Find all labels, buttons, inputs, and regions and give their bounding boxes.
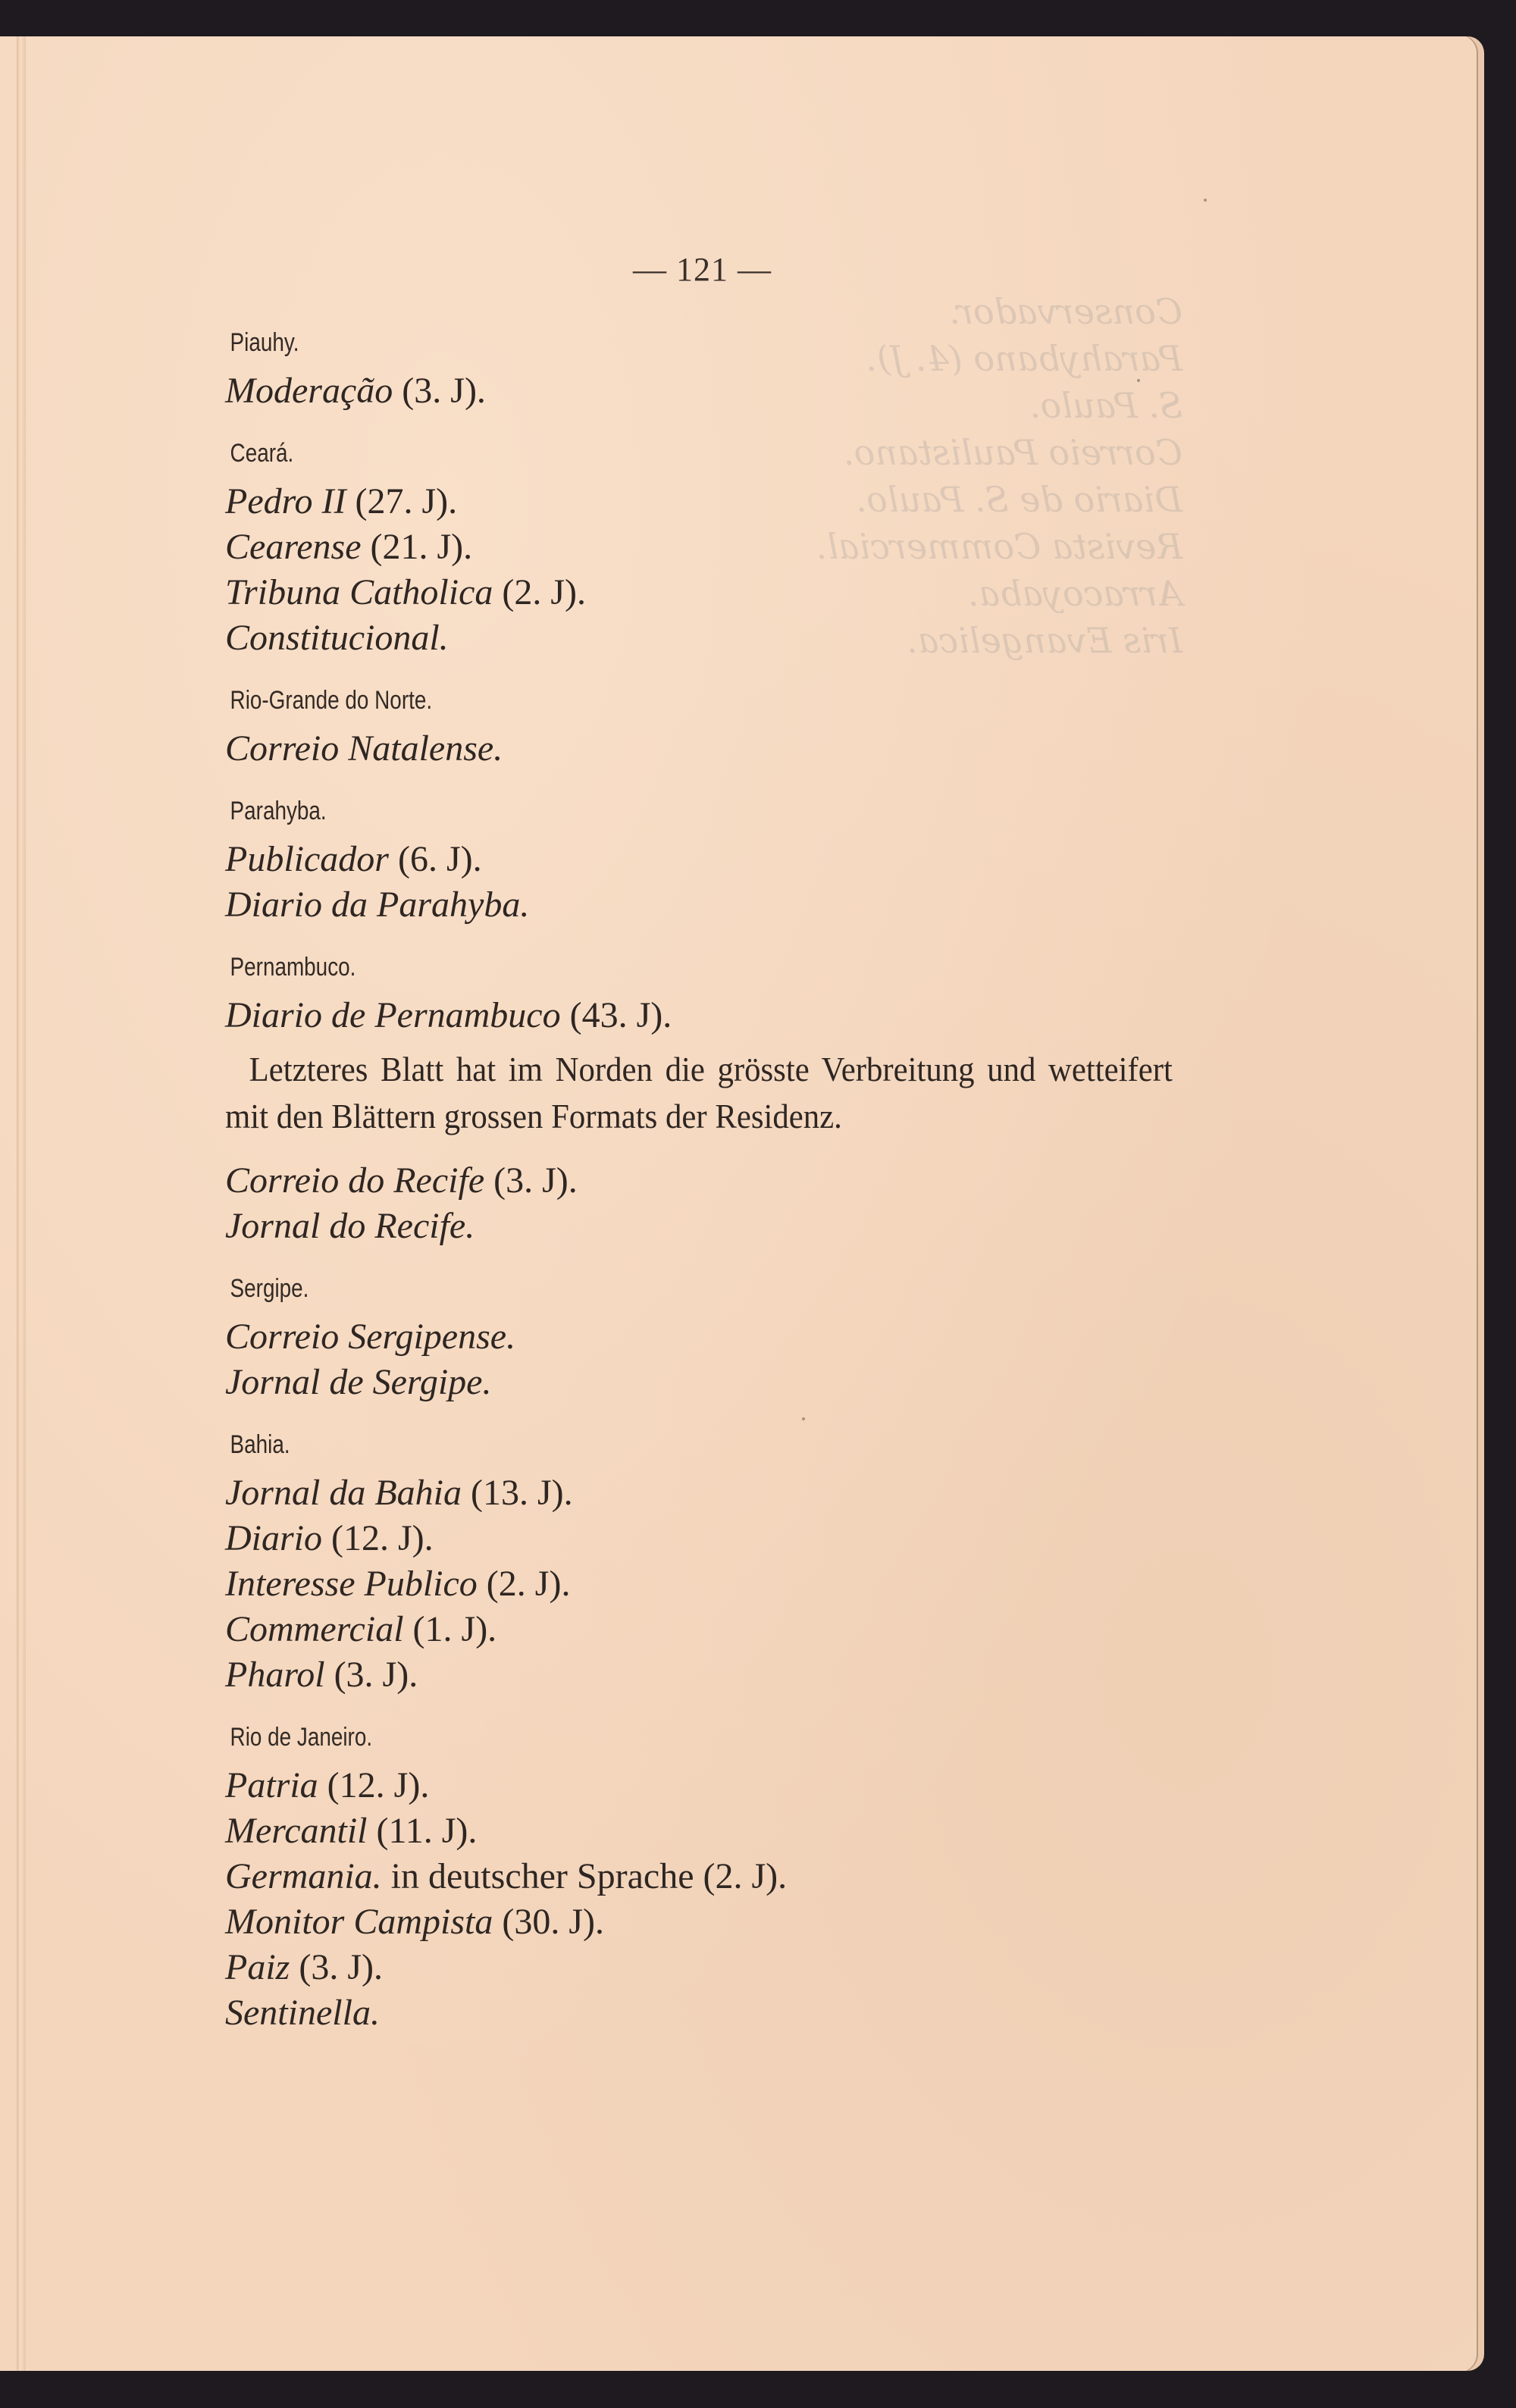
newspaper-entry — [225, 1652, 1173, 1698]
newspaper-title: Correio Natalense. — [225, 728, 503, 769]
paper-speck — [1137, 379, 1140, 382]
newspaper-entry — [225, 1854, 1173, 1899]
state-heading: Pernambuco. — [230, 953, 356, 982]
newspaper-title: Jornal de Sergipe. — [225, 1362, 492, 1402]
bleed-through-line: Arracoyaba. — [968, 573, 1182, 614]
state-heading: Rio-Grande do Norte. — [230, 686, 433, 715]
newspaper-frequency: (43. J). — [560, 995, 672, 1035]
state-section — [225, 952, 1173, 1249]
newspaper-title: Diario — [225, 1518, 323, 1558]
newspaper-title: Commercial — [225, 1609, 404, 1649]
newspaper-frequency: (12. J). — [318, 1765, 430, 1805]
newspaper-title: Moderação — [225, 371, 393, 411]
newspaper-title: Jornal do Recife. — [225, 1206, 475, 1246]
newspaper-entry — [225, 1990, 1173, 2036]
newspaper-entry — [225, 726, 1173, 772]
bleed-through-line: Revista Commercial. — [816, 526, 1182, 567]
bleed-through-line: S. Paulo. — [1029, 385, 1182, 426]
state-heading: Rio de Janeiro. — [230, 1723, 373, 1752]
bleed-through-line: Correio Paulistano. — [843, 432, 1182, 473]
newspaper-entry — [225, 837, 1173, 882]
newspaper-entry — [225, 1808, 1173, 1854]
state-heading: Parahyba. — [230, 797, 327, 825]
page-number: — 121 — — [633, 251, 772, 288]
state-section — [225, 438, 1173, 661]
newspaper-title: Publicador — [225, 839, 389, 879]
state-heading: Bahia. — [230, 1430, 290, 1459]
newspaper-title: Tribuna Catholica — [225, 572, 493, 612]
newspaper-frequency: (3. J). — [484, 1160, 578, 1201]
newspaper-frequency: (1. J). — [403, 1609, 497, 1649]
newspaper-title: Correio do Recife — [225, 1160, 485, 1201]
bleed-through-line: Diario de S. Paulo. — [856, 479, 1182, 520]
page-gutter-fold — [17, 36, 26, 2371]
newspaper-title: Correio Sergipense. — [225, 1317, 516, 1357]
newspaper-title: Patria — [225, 1765, 318, 1805]
bleed-through-line: Conservador. — [949, 291, 1182, 332]
newspaper-entry — [225, 1516, 1173, 1561]
newspaper-frequency: (3. J). — [393, 371, 486, 411]
paper-speck — [1204, 199, 1207, 202]
newspaper-entry — [225, 368, 1173, 414]
newspaper-frequency: (30. J). — [493, 1902, 605, 1942]
newspaper-title: Monitor Campista — [225, 1902, 493, 1942]
newspaper-entry — [225, 1763, 1173, 1808]
state-section — [225, 1429, 1173, 1698]
newspaper-title: Pharol — [225, 1655, 325, 1695]
newspaper-title: Pedro II — [225, 481, 346, 521]
newspaper-frequency: (2. J). — [493, 572, 587, 612]
newspaper-frequency: in deutscher Sprache (2. J). — [381, 1856, 788, 1896]
newspaper-frequency: (11. J). — [367, 1811, 478, 1851]
newspaper-frequency: (6. J). — [388, 839, 482, 879]
newspaper-entry — [225, 1899, 1173, 1945]
newspaper-frequency: (3. J). — [290, 1947, 383, 1987]
state-section — [225, 1722, 1173, 2036]
newspaper-entry — [225, 1945, 1173, 1990]
state-section — [225, 685, 1173, 772]
newspaper-frequency: (27. J). — [346, 481, 458, 521]
newspaper-title: Mercantil — [225, 1811, 368, 1851]
newspaper-entry — [225, 1158, 1173, 1204]
state-section — [225, 327, 1173, 414]
newspaper-title: Diario da Parahyba. — [225, 885, 530, 925]
newspaper-title: Jornal da Bahia — [225, 1473, 462, 1513]
newspaper-entry — [225, 1360, 1173, 1405]
newspaper-entry — [225, 1561, 1173, 1607]
state-section — [225, 796, 1173, 928]
state-heading: Piauhy. — [230, 328, 299, 357]
newspaper-title: Diario de Pernambuco — [225, 995, 561, 1035]
paper-speck — [802, 1417, 805, 1420]
note-paragraph: Letzteres Blatt hat im Norden die grösste Verbreitung und wetteifert mit den Blättern grossen Formats der Residenz. — [225, 1050, 1173, 1135]
newspaper-entry — [225, 479, 1173, 524]
page-content — [225, 303, 1173, 2036]
bleed-through-line: Iris Evangelica. — [907, 620, 1182, 661]
newspaper-entry — [225, 615, 1173, 661]
newspaper-entry — [225, 570, 1173, 615]
newspaper-frequency: (21. J). — [361, 527, 473, 567]
state-section — [225, 1273, 1173, 1405]
newspaper-entry — [225, 1607, 1173, 1652]
newspaper-title: Germania. — [225, 1856, 382, 1896]
state-heading: Sergipe. — [230, 1274, 309, 1303]
newspaper-title: Interesse Publico — [225, 1564, 478, 1604]
newspaper-entry — [225, 1470, 1173, 1516]
newspaper-frequency: (13. J). — [461, 1473, 573, 1513]
newspaper-entry — [225, 1204, 1173, 1249]
bleed-through-line: Parahybano (4. J). — [866, 338, 1182, 379]
newspaper-title: Cearense — [225, 527, 362, 567]
newspaper-entry — [225, 882, 1173, 928]
newspaper-title: Constitucional. — [225, 618, 449, 658]
newspaper-entry — [225, 1314, 1173, 1360]
newspaper-entry — [225, 524, 1173, 570]
state-heading: Ceará. — [230, 439, 294, 468]
newspaper-title: Paiz — [225, 1947, 290, 1987]
newspaper-frequency: (3. J). — [324, 1655, 418, 1695]
newspaper-frequency: (12. J). — [322, 1518, 434, 1558]
newspaper-entry — [225, 993, 1173, 1038]
newspaper-title: Sentinella. — [225, 1993, 380, 2033]
newspaper-frequency: (2. J). — [477, 1564, 571, 1604]
